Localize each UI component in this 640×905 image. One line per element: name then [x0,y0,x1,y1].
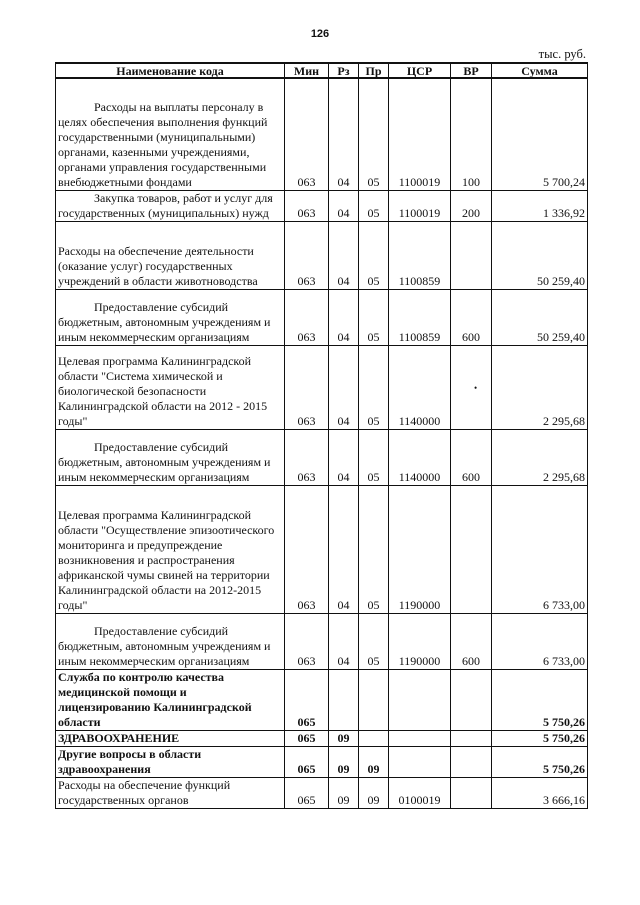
row-min: 065 [285,669,329,730]
row-csr: 1100859 [389,221,451,289]
row-sum: 2 295,68 [492,345,588,429]
row-sum: 2 295,68 [492,429,588,485]
row-name: Закупка товаров, работ и услуг для государственных (муниципальных) нужд [56,190,285,221]
row-sum: 5 750,26 [492,669,588,730]
row-pr [359,730,389,746]
row-csr: 1100019 [389,190,451,221]
row-rz: 04 [329,289,359,345]
row-rz: 04 [329,78,359,190]
row-rz: 04 [329,613,359,669]
row-rz: 09 [329,730,359,746]
row-vr: 600 [451,429,492,485]
row-min: 063 [285,190,329,221]
row-csr: 1190000 [389,613,451,669]
row-csr [389,746,451,777]
row-rz: 04 [329,485,359,613]
row-pr: 05 [359,289,389,345]
row-rz: 04 [329,345,359,429]
row-pr: 09 [359,777,389,808]
row-min: 063 [285,345,329,429]
row-sum: 6 733,00 [492,485,588,613]
table-row [56,669,588,730]
row-name: ЗДРАВООХРАНЕНИЕ [56,730,285,746]
header-sum: Сумма [492,63,588,78]
table-row [56,78,588,190]
page-number: 126 [310,28,330,40]
row-vr: 600 [451,289,492,345]
header-name: Наименование кода [56,63,285,78]
table-header-row [56,63,588,78]
row-csr [389,730,451,746]
row-sum: 50 259,40 [492,221,588,289]
row-vr: 600 [451,613,492,669]
row-csr: 1100859 [389,289,451,345]
row-min: 063 [285,429,329,485]
row-sum: 5 750,26 [492,746,588,777]
row-csr: 1140000 [389,345,451,429]
table-row [56,221,588,289]
row-rz: 09 [329,746,359,777]
row-min: 063 [285,221,329,289]
table-row [56,746,588,777]
header-pr: Пр [359,63,389,78]
row-vr: 200 [451,190,492,221]
table-row [56,613,588,669]
row-csr: 1100019 [389,78,451,190]
header-csr: ЦСР [389,63,451,78]
row-rz: 04 [329,190,359,221]
row-vr [451,777,492,808]
row-pr: 05 [359,485,389,613]
row-name: Служба по контролю качества медицинской помощи и лицензированию Калининградской области [56,669,285,730]
row-sum: 5 750,26 [492,730,588,746]
row-csr: 0100019 [389,777,451,808]
row-name: Целевая программа Калининградской области "Осуществление эпизоотического мониторинга и предупреждение возникновения и распространения африканской чумы свиней на территории Калининградской области на 2012-2015 годы" [56,485,285,613]
row-rz: 09 [329,777,359,808]
row-min: 063 [285,613,329,669]
row-csr [389,669,451,730]
stray-mark: • [474,383,478,393]
row-rz: 04 [329,429,359,485]
table-row [56,289,588,345]
row-csr: 1190000 [389,485,451,613]
row-name: Другие вопросы в области здравоохранения [56,746,285,777]
row-pr: 05 [359,613,389,669]
row-min: 065 [285,730,329,746]
table-row [56,190,588,221]
row-min: 065 [285,777,329,808]
row-name: Предоставление субсидий бюджетным, автономным учреждениям и иным некоммерческим организациям [56,613,285,669]
row-min: 065 [285,746,329,777]
row-vr [451,746,492,777]
row-name: Расходы на выплаты персоналу в целях обеспечения выполнения функций государственными (муниципальными) органами, казенными учреждениями, органами управления государственными внебюджетными фондами [56,78,285,190]
table-row [56,485,588,613]
row-min: 063 [285,485,329,613]
row-min: 063 [285,289,329,345]
row-vr [451,669,492,730]
header-min: Мин [285,63,329,78]
table-row [56,345,588,429]
row-vr [451,730,492,746]
row-name: Предоставление субсидий бюджетным, автономным учреждениям и иным некоммерческим организациям [56,289,285,345]
row-pr: 05 [359,190,389,221]
row-sum: 50 259,40 [492,289,588,345]
row-csr: 1140000 [389,429,451,485]
row-sum: 6 733,00 [492,613,588,669]
row-rz [329,669,359,730]
row-pr: 05 [359,221,389,289]
row-pr: 05 [359,345,389,429]
row-sum: 5 700,24 [492,78,588,190]
row-vr [451,485,492,613]
row-pr: 09 [359,746,389,777]
row-pr [359,669,389,730]
row-name: Расходы на обеспечение деятельности (оказание услуг) государственных учреждений в области животноводства [56,221,285,289]
table-row [56,429,588,485]
row-sum: 1 336,92 [492,190,588,221]
row-pr: 05 [359,78,389,190]
budget-table [55,62,588,809]
header-rz: Рз [329,63,359,78]
row-min: 063 [285,78,329,190]
row-sum: 3 666,16 [492,777,588,808]
table-row [56,777,588,808]
header-vr: ВР [451,63,492,78]
row-name: Предоставление субсидий бюджетным, автономным учреждениям и иным некоммерческим организациям [56,429,285,485]
row-name: Целевая программа Калининградской области "Система химической и биологической безопасности Калининградской области на 2012 - 2015 годы" [56,345,285,429]
unit-label: тыс. руб. [538,47,586,61]
row-vr [451,221,492,289]
row-pr: 05 [359,429,389,485]
row-rz: 04 [329,221,359,289]
row-name: Расходы на обеспечение функций государственных органов [56,777,285,808]
row-vr [451,345,492,429]
row-vr: 100 [451,78,492,190]
table-row [56,730,588,746]
